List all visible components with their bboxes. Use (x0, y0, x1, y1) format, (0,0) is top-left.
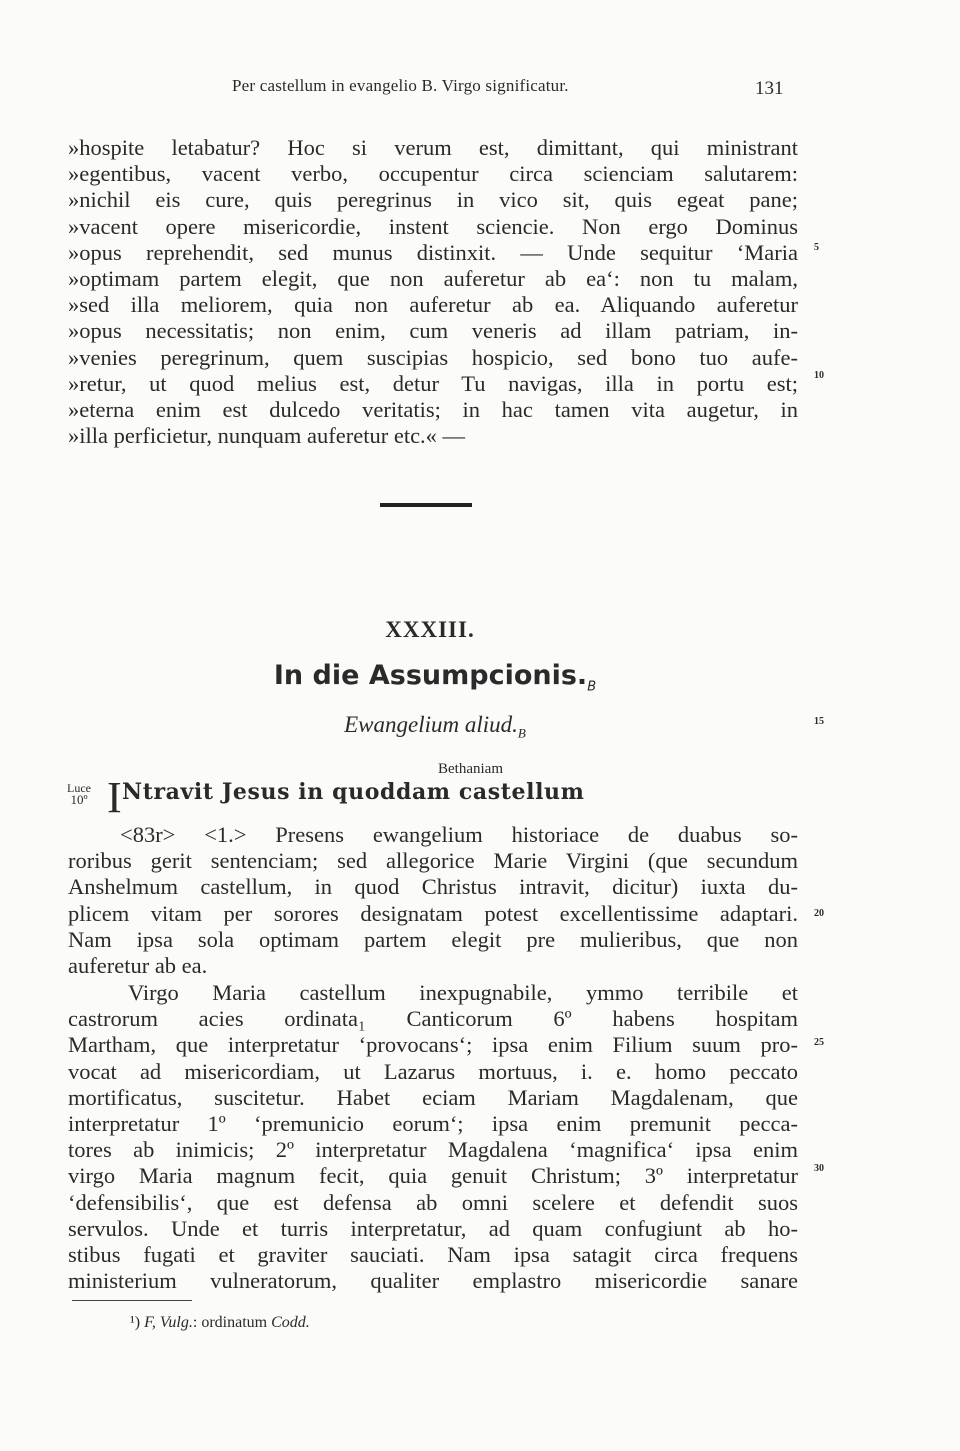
footnote-source: Codd. (271, 1314, 310, 1331)
line-number: 30 (814, 1163, 824, 1174)
section-subtitle (0, 712, 870, 742)
text-line: Anshelmum castellum, in quod Christus intravit, dicitur) iuxta du- (68, 874, 798, 900)
text-line: roribus gerit sentenciam; sed allegorice Marie Virgini (que secundum (68, 848, 798, 874)
running-head: Per castellum in evangelio B. Virgo significatur. (232, 76, 569, 95)
line-number: 15 (814, 716, 824, 727)
text-line: ‘defensibilis‘, que est defensa ab omni scelere et defendit suos (68, 1189, 798, 1215)
section-divider (380, 503, 472, 507)
footnote (130, 1314, 310, 1332)
text-line: castrorum acies ordinata₁ Canticorum 6º habens hospitam (68, 1006, 798, 1032)
section-title-siglum: B (587, 679, 597, 695)
text-line: »hospite letabatur? Hoc si verum est, dimittant, qui ministrant (68, 135, 798, 160)
text-line: ministerium vulneratorum, qualiter emplastro misericordie sanare (68, 1268, 798, 1294)
text-line: »opus necessitatis; non enim, cum veneris ad illam patriam, in- (68, 318, 798, 344)
incipit-text: Ntravit Jesus in quoddam castellum (122, 779, 585, 805)
text-line: plicem vitam per sorores designatam potest excellentissime adaptari. (68, 900, 798, 926)
text-line: interpretatur 1º ‘premunicio eorum‘; ipsa enim premunit pecca- (68, 1110, 798, 1136)
text-line: Martham, que interpretatur ‘provocans‘; ipsa enim Filium suum pro- (68, 1032, 798, 1058)
drop-cap: I (107, 773, 122, 822)
line-number: 20 (814, 908, 824, 919)
gospel-chapter: 10º (70, 792, 88, 807)
text-line: »optimam partem elegit, que non auferetur ab ea‘: non tu malam, (68, 265, 798, 291)
section-title (0, 660, 870, 694)
gospel-book: Luce (67, 781, 91, 795)
text-line: virgo Maria magnum fecit, quia genuit Christum; 3º interpretatur (68, 1163, 798, 1189)
line-number: 25 (814, 1037, 824, 1048)
section-subtitle-siglum: B (517, 725, 526, 741)
footnote-rule (72, 1300, 192, 1301)
text-line: stibus fugati et graviter sauciati. Nam ipsa satagit circa frequens (68, 1241, 798, 1267)
footnote-sigla: F, Vulg. (144, 1314, 193, 1331)
footnote-mark: ¹) (130, 1314, 141, 1331)
paragraph-1 (68, 135, 798, 449)
footnote-text: : ordinatum (192, 1314, 268, 1331)
section-title-text: In die Assumpcionis. (273, 660, 588, 691)
text-line: »sed illa meliorem, quia non auferetur ab ea. Aliquando auferetur (68, 292, 798, 318)
section-number: XXXIII. (385, 617, 475, 642)
text-line: »illa perficietur, nunquam auferetur etc.« — (68, 423, 466, 449)
text-line: Nam ipsa sola optimam partem elegit pre mulieribus, que non (68, 926, 798, 952)
text-line: »retur, ut quod melius est, detur Tu navigas, illa in portu est; (68, 370, 798, 396)
text-line: mortificatus, suscitetur. Habet eciam Mariam Magdalenam, que (68, 1084, 798, 1110)
text-line: »nichil eis cure, quis peregrinus in vico sit, quis egeat pane; (68, 187, 798, 213)
text-line: auferetur ab ea. (68, 952, 208, 978)
gospel-reference (60, 782, 98, 806)
text-line: »venies peregrinum, quem suscipias hospicio, sed bono tuo aufe- (68, 344, 798, 370)
text-line: vocat ad misericordiam, ut Lazarus mortuus, i. e. homo peccato (68, 1058, 798, 1084)
text-line: »eterna enim est dulcedo veritatis; in hac tamen vita augetur, in (68, 396, 798, 422)
line-number: 5 (814, 242, 819, 253)
paragraph-2 (68, 822, 798, 979)
interlinear-gloss: Bethaniam (438, 761, 503, 777)
page-number: 131 (755, 78, 784, 99)
text-line: <83r> <1.> Presens ewangelium historiace de duabus so- (120, 822, 798, 847)
text-line: »opus reprehendit, sed munus distinxit. — Unde sequitur ‘Maria (68, 239, 798, 265)
section-subtitle-text: Ewangelium aliud. (344, 712, 518, 737)
line-number: 10 (814, 370, 824, 381)
text-line: tores ab inimicis; 2º interpretatur Magdalena ‘magnifica‘ ipsa enim (68, 1137, 798, 1163)
text-line: »vacent opere misericordie, instent sciencie. Non ergo Dominus (68, 213, 798, 239)
paragraph-3 (68, 980, 798, 1294)
text-line: Virgo Maria castellum inexpugnabile, ymmo terribile et (128, 980, 798, 1005)
text-line: »egentibus, vacent verbo, occupentur circa scienciam salutarem: (68, 161, 798, 187)
text-line: servulos. Unde et turris interpretatur, ad quam confugiunt ab ho- (68, 1215, 798, 1241)
